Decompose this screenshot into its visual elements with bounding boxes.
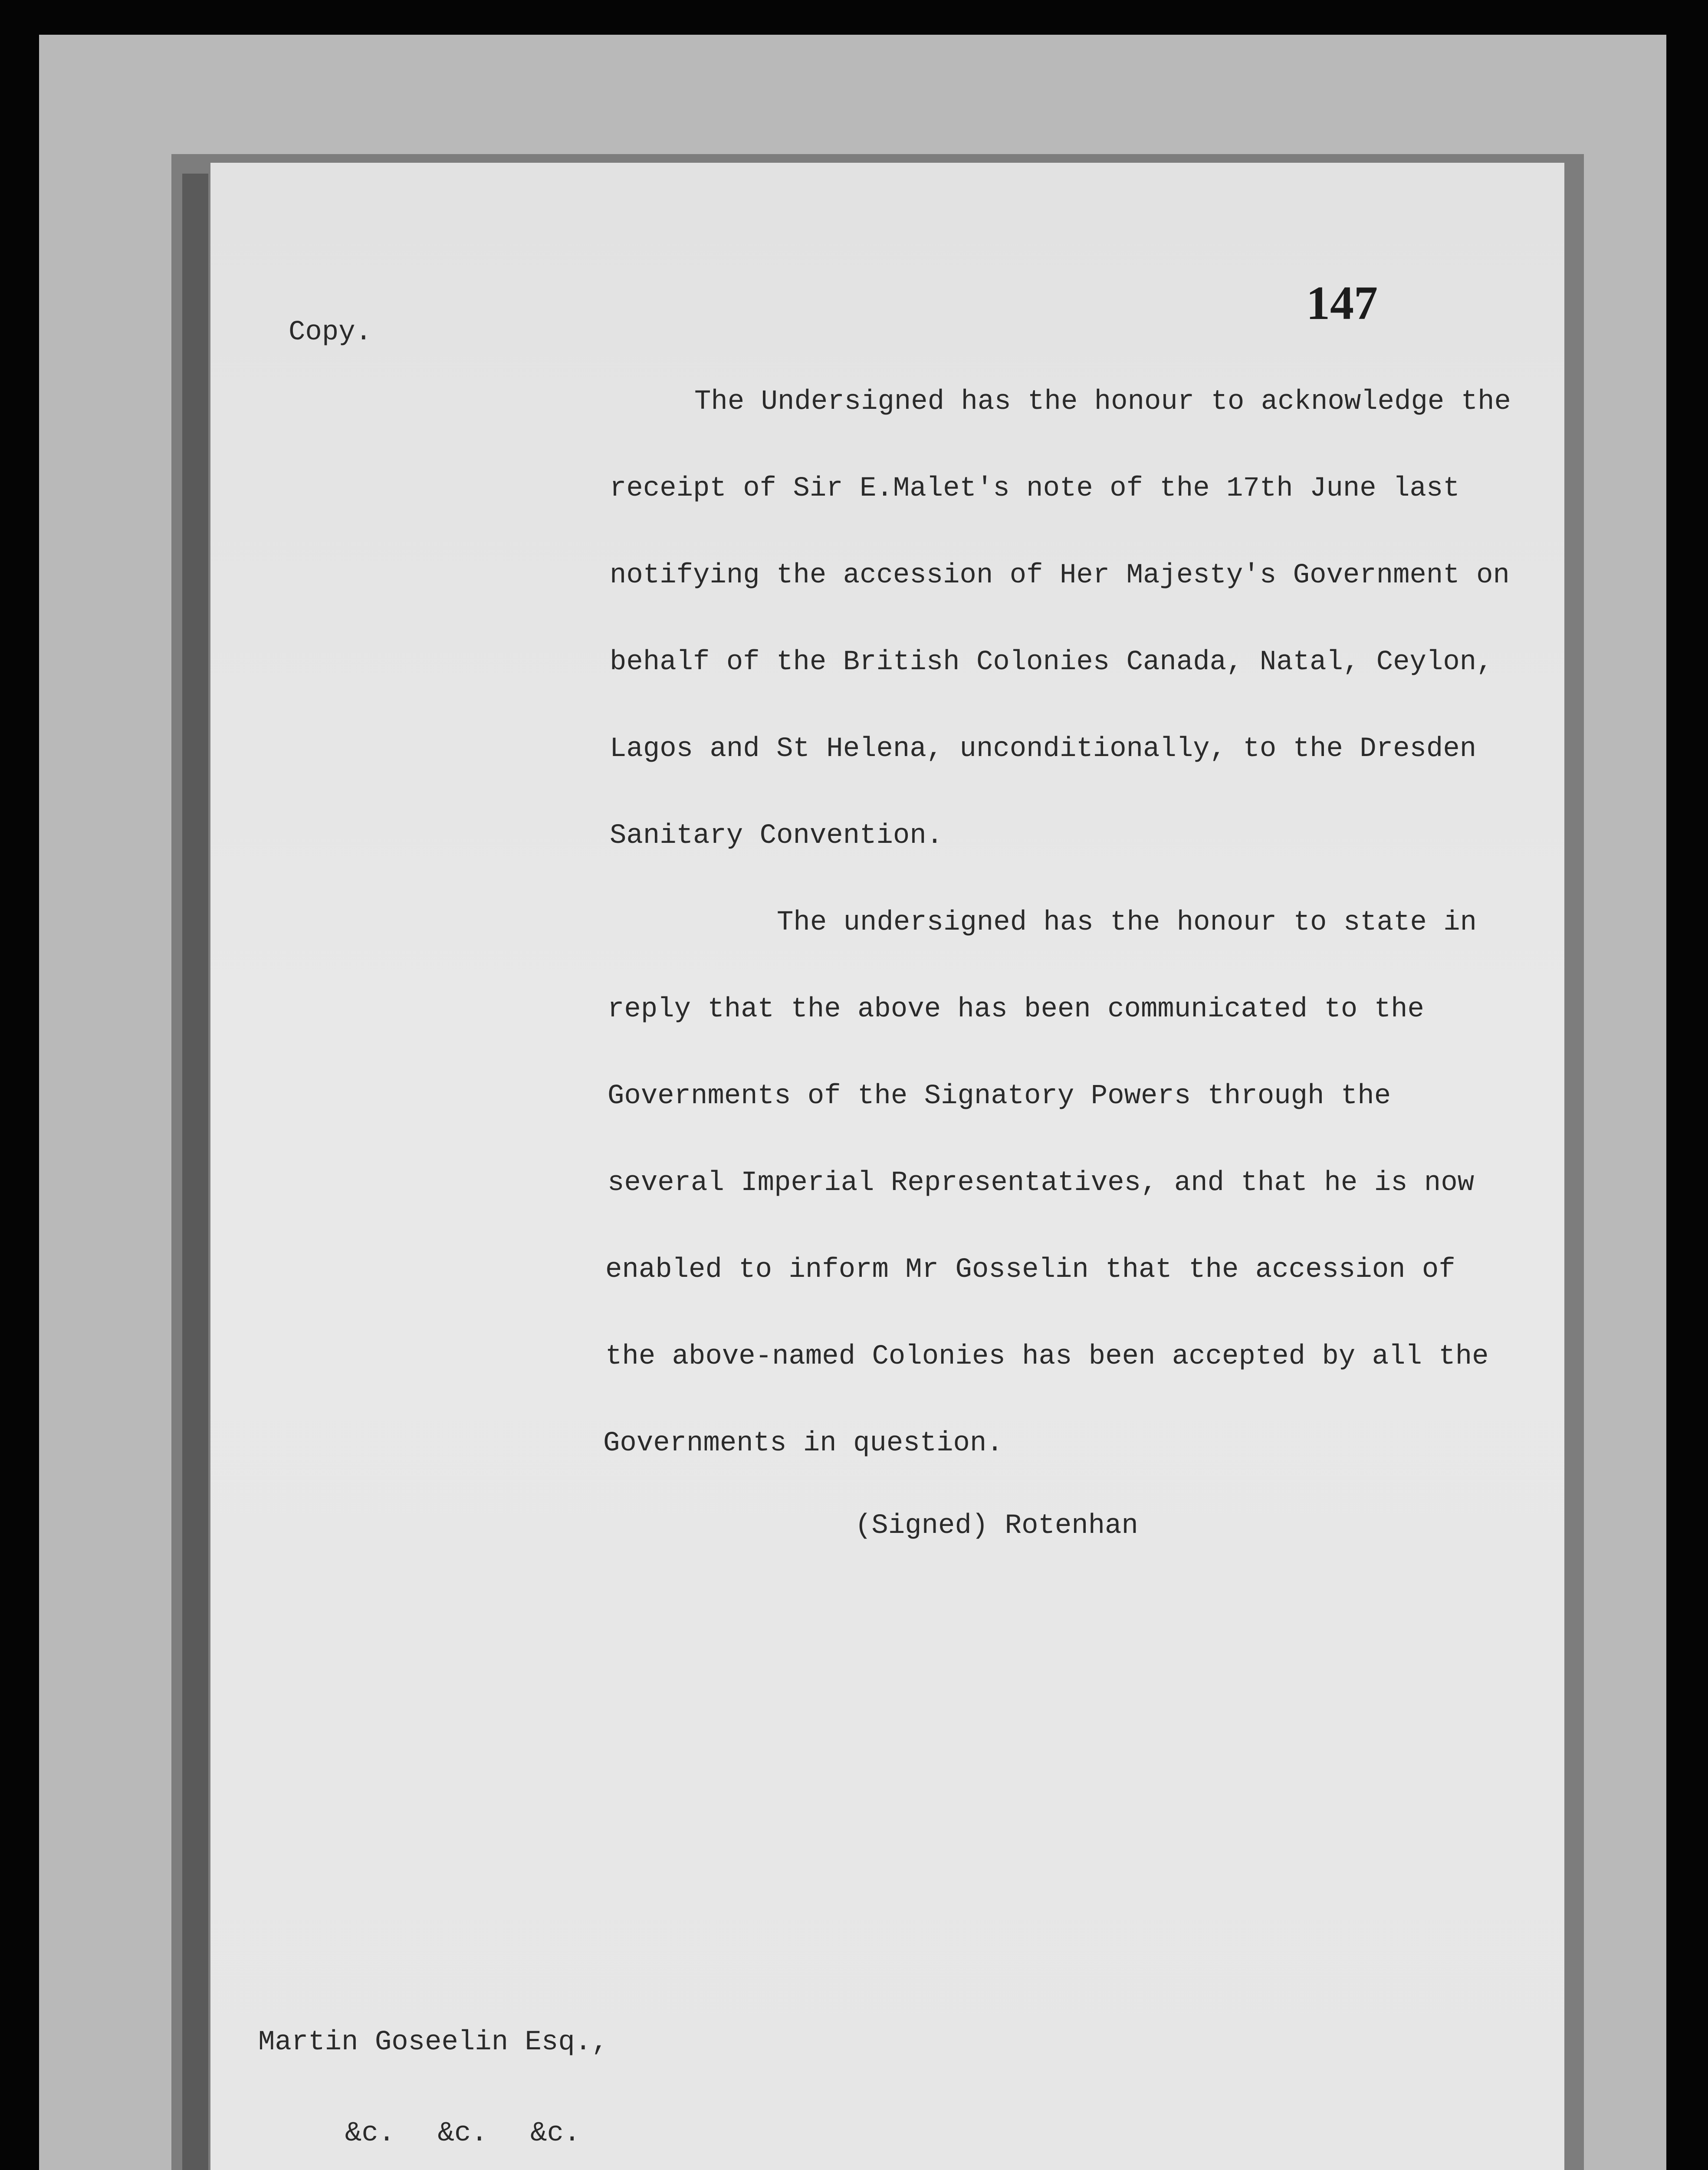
copy-label: Copy.	[289, 317, 372, 348]
body-line: Lagos and St Helena, unconditionally, to the Dresden	[610, 733, 1477, 765]
body-line: Sanitary Convention.	[610, 820, 943, 852]
body-line: Governments in question.	[603, 1428, 1003, 1459]
folio-number: 147	[1306, 276, 1378, 329]
body-line: The Undersigned has the honour to acknowledge the	[694, 386, 1511, 418]
body-line: Governments of the Signatory Powers through the	[608, 1081, 1391, 1112]
body-line: notifying the accession of Her Majesty's Government on	[610, 560, 1510, 591]
body-line: several Imperial Representatives, and that he is now	[608, 1167, 1475, 1199]
etc-line: &c. &c. &c.	[345, 2118, 581, 2149]
body-line: reply that the above has been communicated to the	[608, 994, 1424, 1025]
body-line: The undersigned has the honour to state in	[777, 907, 1477, 938]
body-line: receipt of Sir E.Malet's note of the 17th June last	[610, 473, 1460, 504]
signature-line: (Signed) Rotenhan	[855, 1510, 1138, 1542]
body-line: the above-named Colonies has been accepted by all the	[605, 1341, 1489, 1372]
body-line: enabled to inform Mr Gosselin that the accession of	[605, 1254, 1455, 1286]
addressee: Martin Goseelin Esq.,	[258, 2027, 608, 2058]
sheet-edge	[182, 174, 208, 2170]
document-page	[210, 163, 1564, 2170]
body-line: behalf of the British Colonies Canada, Natal, Ceylon,	[610, 647, 1493, 678]
